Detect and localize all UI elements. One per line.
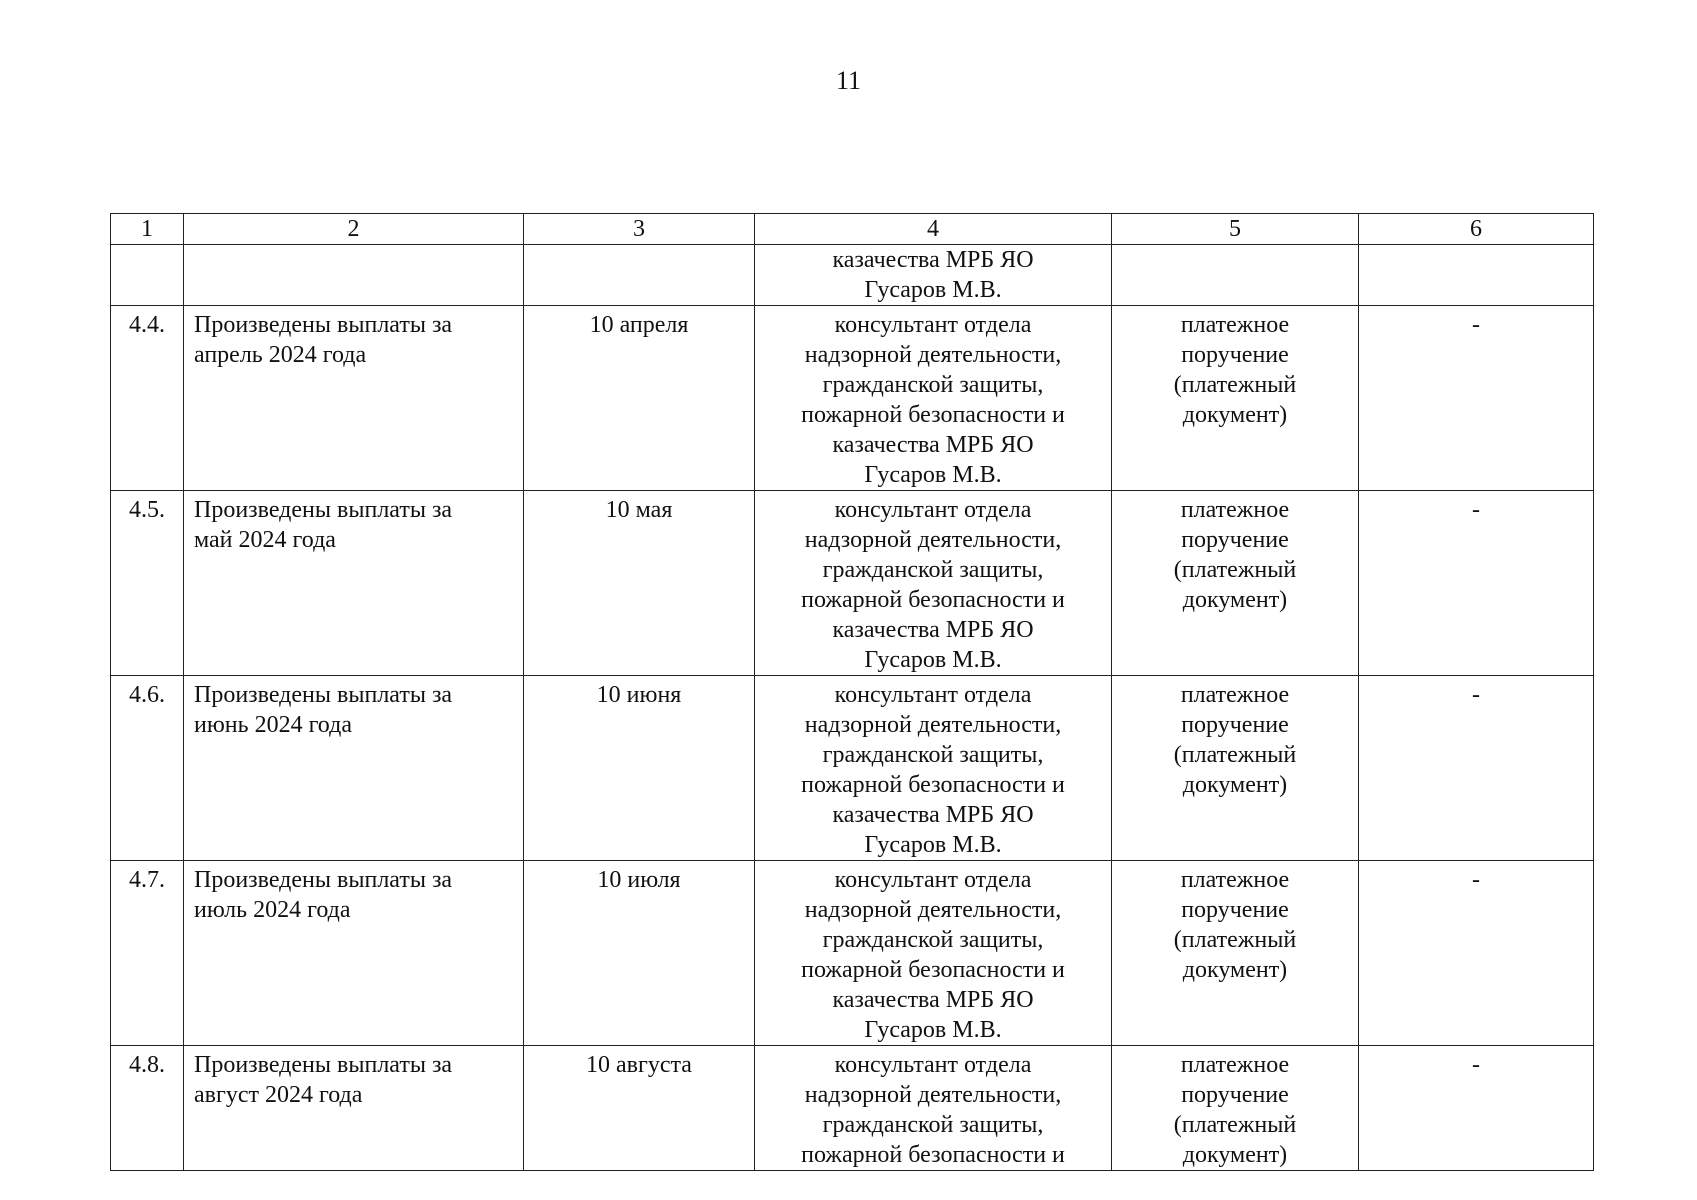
text-line: -	[1472, 682, 1480, 708]
cell-description	[184, 306, 524, 491]
cell-description	[184, 245, 524, 306]
cell-date	[524, 306, 755, 491]
text-line: казачества МРБ ЯО	[832, 617, 1034, 643]
text-line: консультант отдела	[834, 312, 1032, 338]
text-line: поручение	[1181, 342, 1289, 368]
cell-description	[184, 1046, 524, 1171]
text-line: -	[1472, 867, 1480, 893]
text-line: гражданской защиты,	[822, 1112, 1044, 1138]
text-line: гражданской защиты,	[822, 557, 1044, 583]
header-cell: 3	[524, 214, 755, 245]
text-line: 4.6.	[129, 682, 165, 708]
cell-document	[1112, 306, 1359, 491]
text-line: -	[1472, 1052, 1480, 1078]
text-line: Гусаров М.В.	[864, 277, 1002, 303]
table-row-continuation	[111, 245, 1594, 306]
text-line: Гусаров М.В.	[864, 1017, 1002, 1043]
text-line: казачества МРБ ЯО	[832, 987, 1034, 1013]
text-line: консультант отдела	[834, 497, 1032, 523]
cell-date	[524, 491, 755, 676]
text-line: пожарной безопасности и	[801, 957, 1065, 983]
text-line: Произведены выплаты за	[194, 312, 453, 338]
text-line: надзорной деятельности,	[804, 1082, 1062, 1108]
text-line: (платежный	[1173, 927, 1297, 953]
text-line: надзорной деятельности,	[804, 897, 1062, 923]
page-number	[0, 66, 1697, 96]
cell-document	[1112, 1046, 1359, 1171]
table-header-row	[111, 214, 1594, 245]
header-cell: 1	[111, 214, 184, 245]
cell-num	[111, 245, 184, 306]
cell-num	[111, 861, 184, 1046]
cell-description	[184, 676, 524, 861]
text-line: пожарной безопасности и	[801, 402, 1065, 428]
text-line: пожарной безопасности и	[801, 1142, 1065, 1168]
text-line: документ)	[1182, 1142, 1288, 1168]
cell-date	[524, 861, 755, 1046]
cell-num	[111, 1046, 184, 1171]
cell-responsible	[755, 1046, 1112, 1171]
page-number-text: 11	[835, 66, 862, 95]
text-line: гражданской защиты,	[822, 927, 1044, 953]
header-cell: 4	[755, 214, 1112, 245]
header-cell: 5	[1112, 214, 1359, 245]
table-row	[111, 491, 1594, 676]
text-line: (платежный	[1173, 1112, 1297, 1138]
cell-num	[111, 306, 184, 491]
cell-description	[184, 491, 524, 676]
text-line: (платежный	[1173, 557, 1297, 583]
text-line: платежное	[1180, 1052, 1290, 1078]
text-line: надзорной деятельности,	[804, 712, 1062, 738]
text-line: 4.8.	[129, 1052, 165, 1078]
text-line: август 2024 года	[194, 1082, 363, 1108]
cell-num	[111, 491, 184, 676]
cell-date	[524, 676, 755, 861]
text-line: консультант отдела	[834, 1052, 1032, 1078]
text-line: платежное	[1180, 312, 1290, 338]
text-line: платежное	[1180, 682, 1290, 708]
header-cell: 2	[184, 214, 524, 245]
text-line: июнь 2024 года	[194, 712, 352, 738]
text-line: казачества МРБ ЯО	[832, 802, 1034, 828]
text-line: -	[1472, 497, 1480, 523]
text-line: платежное	[1180, 867, 1290, 893]
cell-note	[1359, 245, 1594, 306]
cell-note	[1359, 861, 1594, 1046]
text-line: казачества МРБ ЯО	[832, 432, 1034, 458]
text-line: консультант отдела	[834, 682, 1032, 708]
text-line: документ)	[1182, 402, 1288, 428]
table-body	[111, 306, 1594, 1171]
text-line: пожарной безопасности и	[801, 772, 1065, 798]
cell-document	[1112, 491, 1359, 676]
text-line: Гусаров М.В.	[864, 832, 1002, 858]
table-row	[111, 676, 1594, 861]
table-row	[111, 861, 1594, 1046]
text-line: 10 июля	[597, 867, 681, 893]
text-line: 10 апреля	[589, 312, 689, 338]
text-line: Произведены выплаты за	[194, 682, 453, 708]
cell-document	[1112, 676, 1359, 861]
cell-responsible	[755, 676, 1112, 861]
text-line: 10 июня	[596, 682, 682, 708]
cell-description	[184, 861, 524, 1046]
schedule-table	[110, 213, 1594, 1171]
text-line: апрель 2024 года	[194, 342, 367, 368]
text-line: Произведены выплаты за	[194, 1052, 453, 1078]
cell-document	[1112, 245, 1359, 306]
cell-num	[111, 676, 184, 861]
text-line: (платежный	[1173, 742, 1297, 768]
cell-note	[1359, 491, 1594, 676]
text-line: казачества МРБ ЯО	[832, 247, 1034, 273]
cell-responsible	[755, 245, 1112, 306]
text-line: гражданской защиты,	[822, 372, 1044, 398]
text-line: документ)	[1182, 957, 1288, 983]
cell-responsible	[755, 306, 1112, 491]
table-row	[111, 1046, 1594, 1171]
text-line: документ)	[1182, 587, 1288, 613]
cell-note	[1359, 1046, 1594, 1171]
text-line: Гусаров М.В.	[864, 647, 1002, 673]
cell-responsible	[755, 491, 1112, 676]
text-line: консультант отдела	[834, 867, 1032, 893]
text-line: документ)	[1182, 772, 1288, 798]
text-line: пожарной безопасности и	[801, 587, 1065, 613]
text-line: май 2024 года	[194, 527, 336, 553]
text-line: (платежный	[1173, 372, 1297, 398]
text-line: 4.7.	[129, 867, 165, 893]
cell-note	[1359, 676, 1594, 861]
text-line: надзорной деятельности,	[804, 527, 1062, 553]
text-line: надзорной деятельности,	[804, 342, 1062, 368]
text-line: платежное	[1180, 497, 1290, 523]
text-line: июль 2024 года	[194, 897, 351, 923]
text-line: 10 мая	[605, 497, 673, 523]
text-line: 10 августа	[586, 1052, 692, 1078]
cell-document	[1112, 861, 1359, 1046]
text-line: поручение	[1181, 897, 1289, 923]
text-line: 4.5.	[129, 497, 165, 523]
text-line: гражданской защиты,	[822, 742, 1044, 768]
text-line: 4.4.	[129, 312, 165, 338]
cell-date	[524, 245, 755, 306]
text-line: поручение	[1181, 712, 1289, 738]
header-cell: 6	[1359, 214, 1594, 245]
cell-responsible	[755, 861, 1112, 1046]
text-line: поручение	[1181, 1082, 1289, 1108]
cell-note	[1359, 306, 1594, 491]
table-row	[111, 306, 1594, 491]
text-line: поручение	[1181, 527, 1289, 553]
text-line: Произведены выплаты за	[194, 867, 453, 893]
text-line: Произведены выплаты за	[194, 497, 453, 523]
text-line: Гусаров М.В.	[864, 462, 1002, 488]
cell-date	[524, 1046, 755, 1171]
text-line: -	[1472, 312, 1480, 338]
